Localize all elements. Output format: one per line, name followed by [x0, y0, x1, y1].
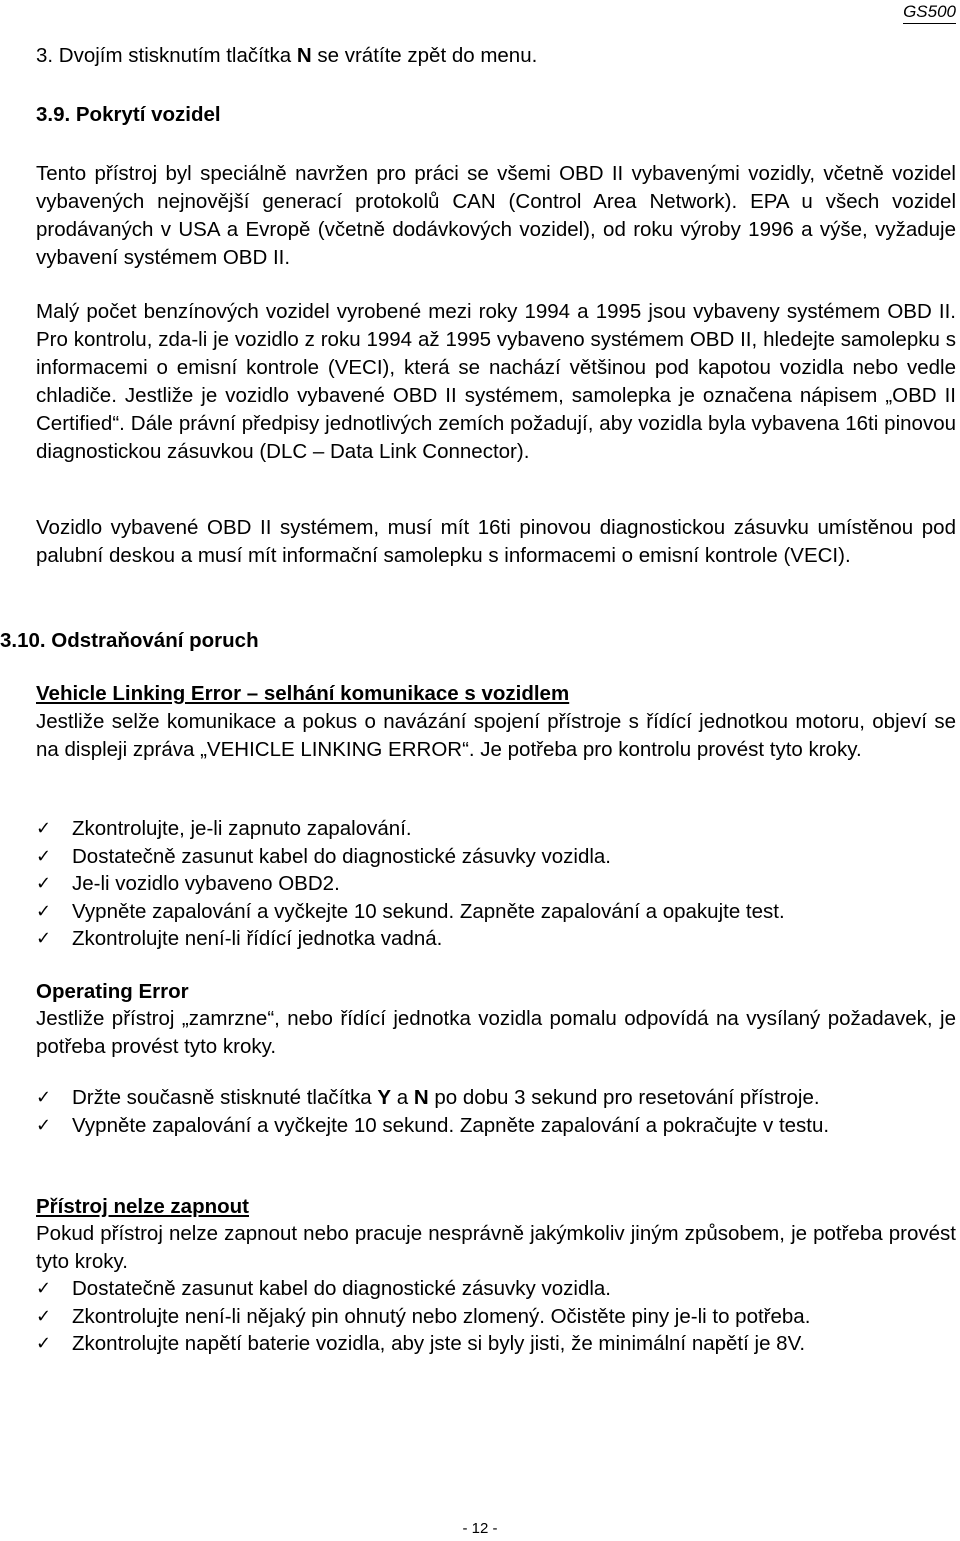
list-item: ✓ Dostatečně zasunut kabel do diagnostické zásuvky vozidla.: [36, 1275, 956, 1303]
list-item: ✓ Zkontrolujte není-li nějaký pin ohnutý nebo zlomený. Očistěte piny je-li to potřeba.: [36, 1303, 956, 1331]
step-3-line: [36, 42, 956, 70]
list-item: ✓ Je-li vozidlo vybaveno OBD2.: [36, 870, 956, 898]
checkmark-icon: ✓: [36, 818, 52, 839]
section-3-9-heading: 3.9. Pokrytí vozidel: [36, 103, 221, 126]
list-item: ✓ Vypněte zapalování a vyčkejte 10 sekund. Zapněte zapalování a pokračujte v testu.: [36, 1112, 956, 1140]
section-3-9-paragraph-1: Tento přístroj byl speciálně navržen pro práci se všemi OBD II vybavenými vozidly, včetně vozidel vybavených nejnovější generací protokolů CAN (Control Area Network). EPA u všech vozidel prodávaných v USA a Evropě (včetně dodávkových vozidel), od roku výroby 1996 a výše, vyžaduje vybavení systémem OBD II.: [36, 162, 956, 269]
linking-error-title: Vehicle Linking Error – selhání komunikace s vozidlem: [36, 682, 570, 705]
list-item: ✓ Zkontrolujte není-li řídící jednotka vadná.: [36, 925, 956, 953]
checkmark-icon: ✓: [36, 928, 52, 949]
power-issue-title: Přístroj nelze zapnout: [36, 1195, 249, 1218]
page-number: - 12 -: [462, 1520, 498, 1537]
linking-error-text: Jestliže selže komunikace a pokus o navázání spojení přístroje s řídící jednotkou motoru, objeví se na displeji zpráva „VEHICLE LINKING ERROR“. Je potřeba pro kontrolu provést tyto kroky.: [36, 710, 956, 761]
checkmark-icon: ✓: [36, 845, 52, 867]
list-item: ✓ Vypněte zapalování a vyčkejte 10 sekund. Zapněte zapalování a opakujte test.: [36, 898, 956, 926]
section-3-9-paragraph-3: Vozidlo vybavené OBD II systémem, musí mít 16ti pinovou diagnostickou zásuvku umístěnou pod palubní deskou a musí mít informační samolepku s informacemi o emisní kontrole (VECI).: [36, 516, 956, 567]
list-item: ✓ Zkontrolujte napětí baterie vozidla, aby jste si byly jisti, že minimální napětí je 8V.: [36, 1330, 956, 1358]
key-y: Y: [377, 1086, 392, 1109]
operating-error-title: Operating Error: [36, 980, 189, 1003]
checkmark-icon: ✓: [36, 900, 52, 922]
checkmark-icon: ✓: [36, 1305, 52, 1327]
power-issue-checklist: [36, 1275, 956, 1358]
list-item: ✓ Držte současně stisknuté tlačítka Y a N po dobu 3 sekund pro resetování přístroje.: [36, 1084, 956, 1112]
linking-error-checklist: [36, 815, 956, 953]
section-3-9-paragraph-2: Malý počet benzínových vozidel vyrobené mezi roky 1994 a 1995 jsou vybaveny systémem OBD II. Pro kontrolu, zda-li je vozidlo z roku 1994 až 1995 vybaveno systémem OBD II, hledejte samolepku s informacemi o emisní kontrole (VECI), která se nachází většinou pod kapotou vozidla nebo vedle chladiče. Jestliže je vozidlo vybavené OBD II systémem, samolepka je označena nápisem „OBD II Certified“. Dále právní předpisy jednotlivých zemích požadují, aby vozidla byla vybavena 16ti pinovou diagnostickou zásuvkou (DLC – Data Link Connector).: [36, 300, 956, 463]
key-n: N: [413, 1086, 429, 1109]
section-3-10-heading: 3.10. Odstraňování poruch: [0, 629, 259, 652]
power-issue-text: Pokud přístroj nelze zapnout nebo pracuje nesprávně jakýmkoliv jiným způsobem, je potřeba provést tyto kroky.: [36, 1222, 956, 1273]
checkmark-icon: ✓: [36, 1278, 52, 1299]
operating-error-text: Jestliže přístroj „zamrzne“, nebo řídící jednotka vozidla pomalu odpovídá na vysílaný požadavek, je potřeba provést tyto kroky.: [36, 1007, 956, 1058]
step-3-suffix: se vrátíte zpět do menu.: [311, 44, 538, 67]
checkmark-icon: ✓: [36, 1087, 52, 1108]
key-n: N: [296, 44, 312, 67]
list-item: ✓ Dostatečně zasunut kabel do diagnostické zásuvky vozidla.: [36, 843, 956, 871]
header-product-mark: GS500: [903, 2, 956, 24]
step-3-prefix: 3. Dvojím stisknutím tlačítka: [36, 44, 297, 67]
checkmark-icon: ✓: [36, 1114, 52, 1136]
checkmark-icon: ✓: [36, 873, 52, 894]
checkmark-icon: ✓: [36, 1333, 52, 1354]
operating-error-checklist: [36, 1084, 956, 1139]
list-item: ✓ Zkontrolujte, je-li zapnuto zapalování.: [36, 815, 956, 843]
